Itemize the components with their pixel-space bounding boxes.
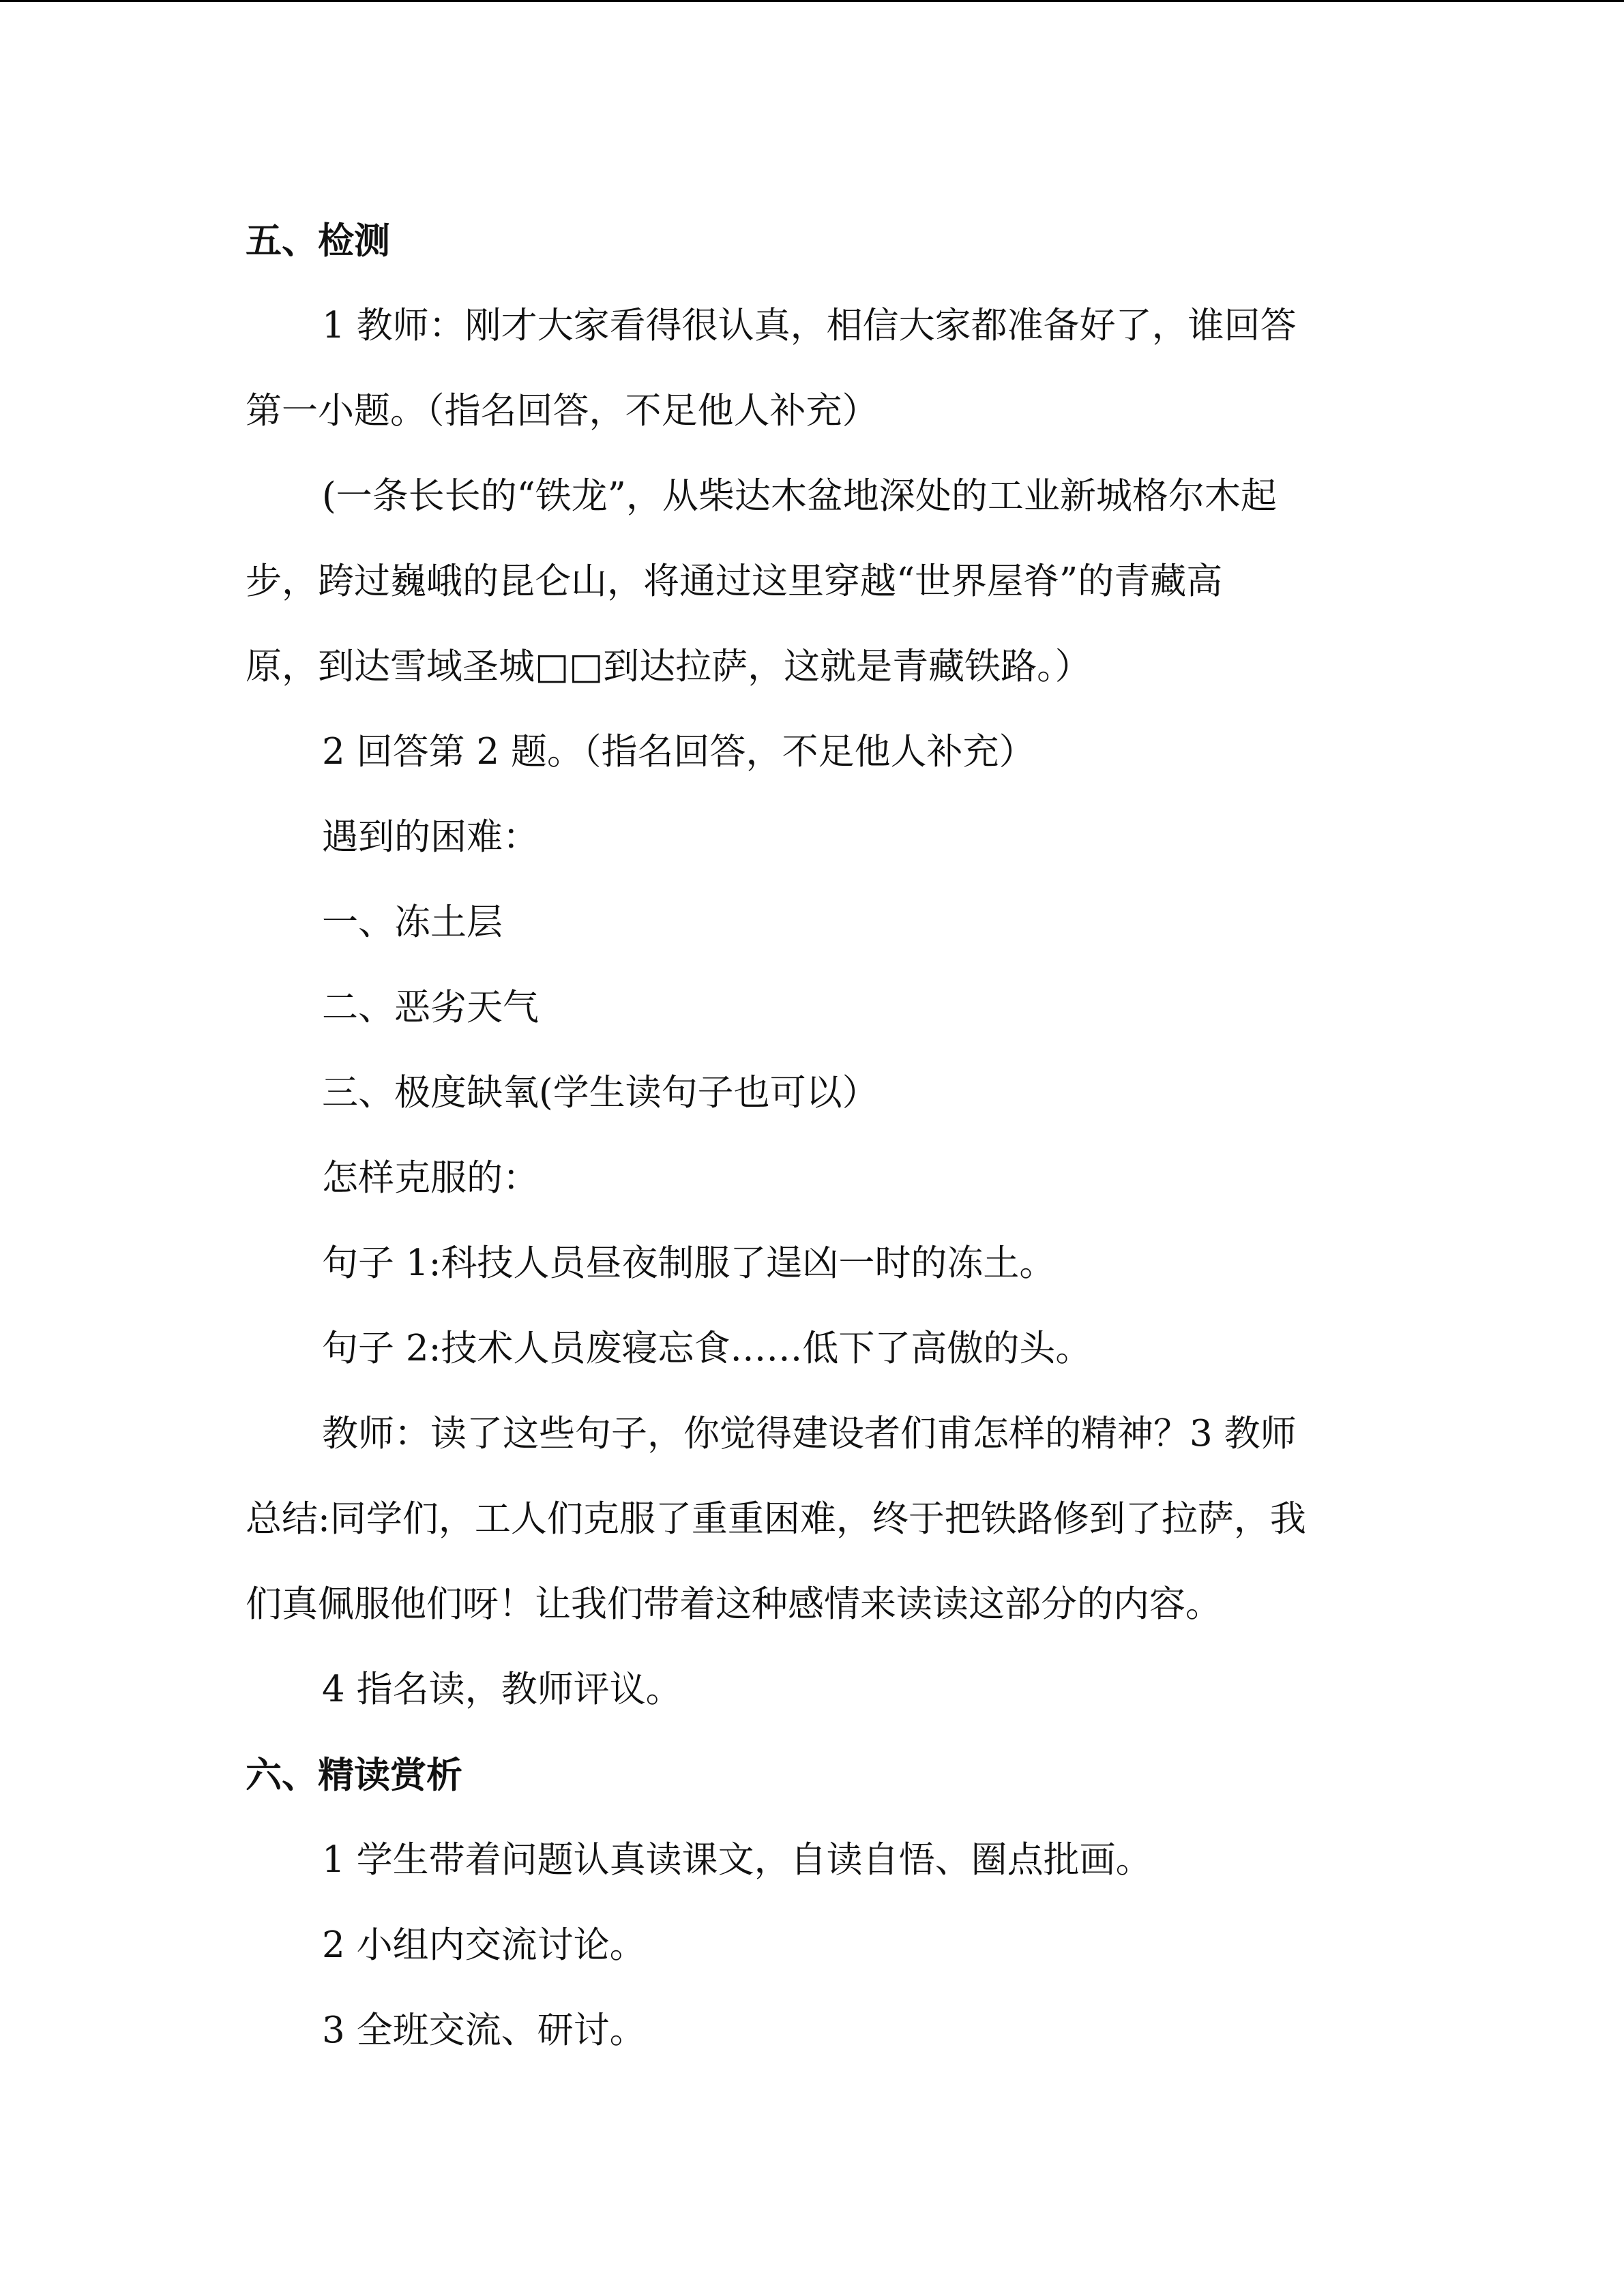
difficulties-label: 遇到的困难：: [322, 816, 539, 858]
overcome-label: 怎样克服的：: [322, 1157, 539, 1199]
difficulty-item: 一、冻土层: [322, 901, 503, 943]
difficulty-item: 三、极度缺氧(学生读句子也可以）: [322, 1072, 879, 1114]
sentence-item: 句子 2:技术人员废寝忘食……低下了高傲的头。: [322, 1328, 1092, 1369]
paragraph-line: 4 指名读，教师评议。: [322, 1669, 682, 1710]
paragraph-line: 总结:同学们，工人们克服了重重困难，终于把铁路修到了拉萨，我: [246, 1498, 1306, 1540]
list-item: 1 学生带着问题认真读课文，自读自悟、圈点批画。: [322, 1839, 1152, 1881]
paragraph-line: 步，跨过巍峨的昆仑山，将通过这里穿越“世界屋脊”的青藏高: [246, 561, 1223, 602]
paragraph-line: 教师：读了这些句子，你觉得建设者们甫怎样的精神？3 教师: [322, 1413, 1297, 1455]
paragraph-line: (一条长长的“铁龙”，从柴达木盆地深处的工业新城格尔木起: [322, 475, 1277, 517]
list-item: 3 全班交流、研讨。: [322, 2010, 646, 2051]
paragraph-line: 原，到达雪域圣城□□到达拉萨，这就是青藏铁路。）: [246, 646, 1091, 687]
sentence-item: 句子 1:科技人员昼夜制服了逞凶一时的冻土。: [322, 1242, 1056, 1284]
paragraph-line: 第一小题。（指名回答，不足他人补充）: [246, 390, 879, 432]
section-5-heading: 五、检测: [246, 220, 390, 262]
paragraph-line: 们真佩服他们呀！让我们带着这种感情来读读这部分的内容。: [246, 1583, 1222, 1625]
paragraph-line: 1 教师：刚才大家看得很认真，相信大家都准备好了，谁回答: [322, 305, 1297, 346]
difficulty-item: 二、恶劣天气: [322, 987, 539, 1028]
list-item: 2 小组内交流讨论。: [322, 1924, 646, 1966]
document-page: [246, 2, 1378, 2293]
paragraph-line: 2 回答第 2 题。（指名回答，不足他人补充）: [322, 731, 1035, 773]
section-6-heading: 六、精读赏析: [246, 1754, 462, 1796]
